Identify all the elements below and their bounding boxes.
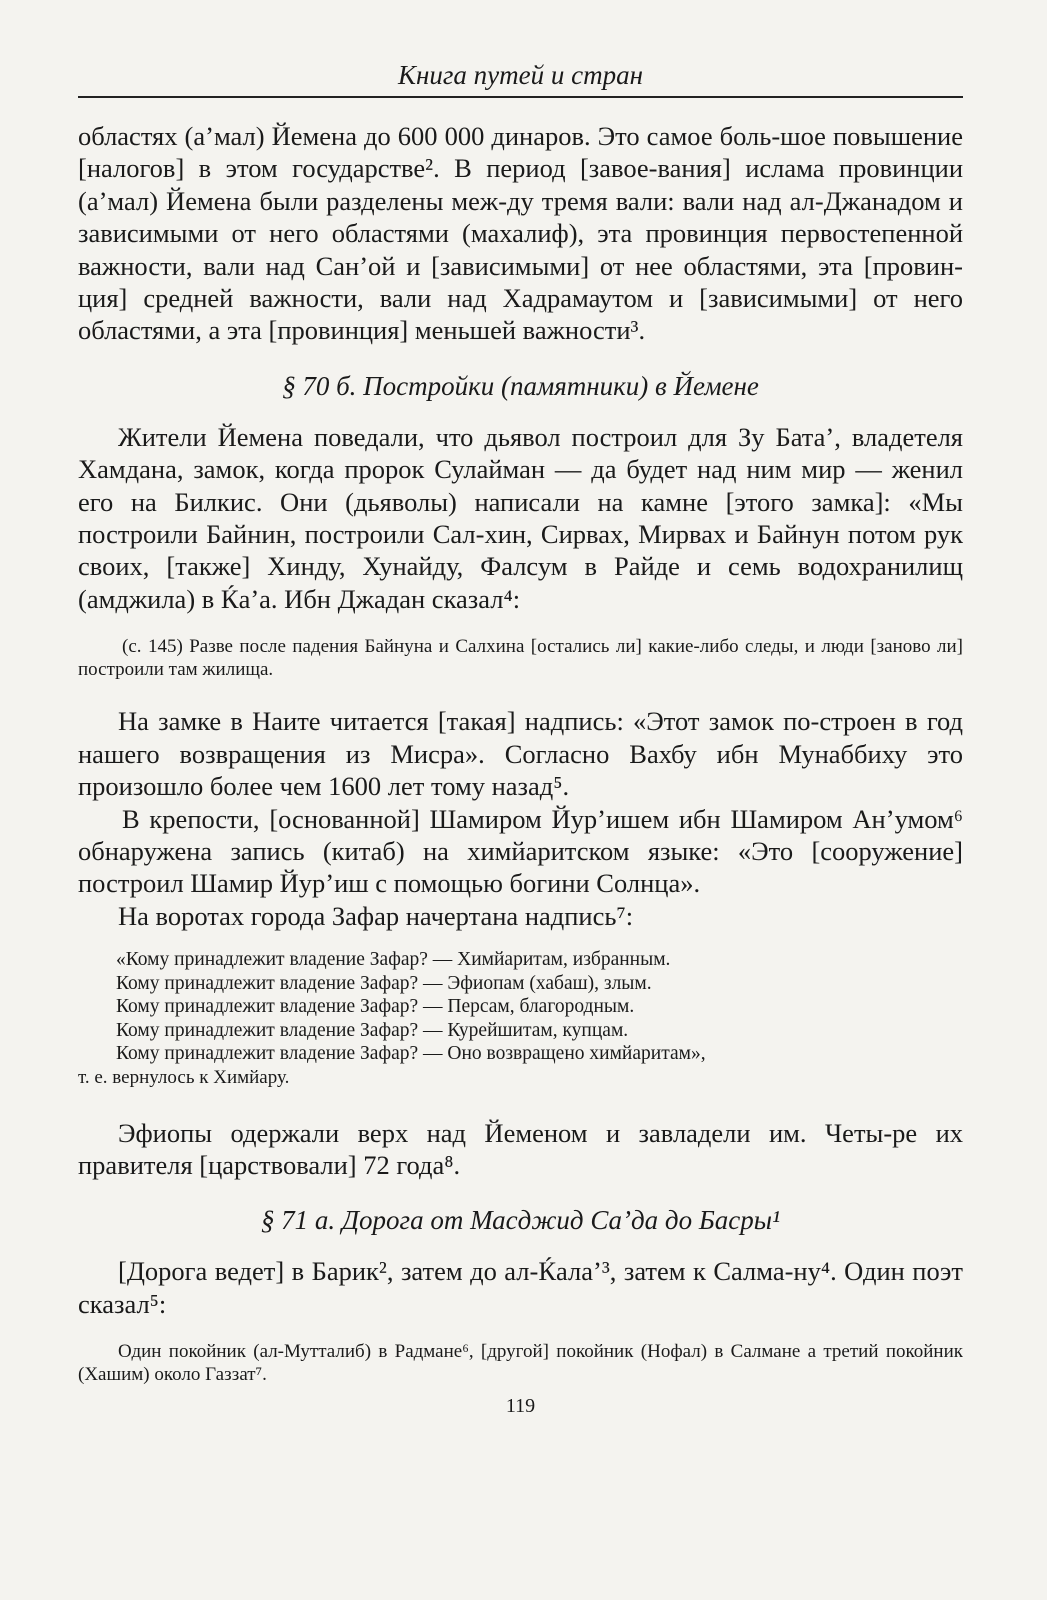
inscription-end: т. е. вернулось к Химйару. — [78, 1066, 290, 1088]
verse-bainun: (с. 145) Разве после падения Байнуна и Салхина [остались ли] какие-либо следы, и люди [заново ли] построили там жилища. — [78, 636, 963, 681]
paragraph-shamir-fortress: В крепости, [основанной] Шамиром Йур’ишем ибн Шамиром Ан’умом⁶ обнаружена запись (китаб) на химйаритском языке: «Это [сооружение] построил Шамир Йур’иш с помощью богини Солнца». — [78, 803, 963, 899]
inscription-line: Кому принадлежит владение Зафар? — Эфиопам (хабаш), злым. — [116, 972, 652, 994]
header-rule — [78, 96, 963, 98]
paragraph-devil-castle: Жители Йемена поведали, что дьявол построил для Зу Бата’, владетеля Хамдана, замок, когда пророк Сулайман — да будет над ним мир — женил его на Билкис. Они (дьяволы) написали на камне [этого замка]: «Мы построили Байнин, построили Сал-хин, Сирвах, Мирвах и Байнун потом рук своих, [также] Хинду, Хунайду, Фалсум в Райде и семь водохранилищ (амджила) в Ќа’а. Ибн Джадан сказал⁴: — [78, 421, 963, 614]
running-head: Книга путей и стран — [398, 60, 643, 90]
inscription-line: Кому принадлежит владение Зафар? — Оно возвращено химйаритам», — [116, 1043, 706, 1065]
page-number: 119 — [505, 1395, 536, 1418]
section-heading-71a: § 71 а. Дорога от Масджид Са’да до Басры¹ — [260, 1205, 781, 1236]
paragraph-nait-castle: На замке в Наите читается [такая] надпись: «Этот замок по-строен в год нашего возвращения из Мисра». Согласно Вахбу ибн Мунаббиху это произошло более чем 1600 лет тому назад⁵. — [78, 706, 963, 802]
paragraph-road-barik: [Дорога ведет] в Барик², затем до ал-Ќала’³, затем к Салма-ну⁴. Один поэт сказал⁵: — [78, 1256, 963, 1319]
inscription-line: Кому принадлежит владение Зафар? — Персам, благородным. — [116, 996, 635, 1018]
inscription-line: «Кому принадлежит владение Зафар? — Химйаритам, избранным. — [116, 949, 671, 971]
zafar-inscription — [78, 948, 963, 1089]
inscription-line: Кому принадлежит владение Зафар? — Курейшитам, купцам. — [116, 1019, 629, 1041]
paragraph-yemen-provinces: областях (а’мал) Йемена до 600 000 динаров. Это самое боль-шое повышение [налогов] в этом государстве². В период [завое-вания] ислама провинции (а’мал) Йемена были разделены меж-ду тремя вали: вали над ал-Джанадом и зависимыми от него областями (махалиф), эта провинция первостепенной важности, вали над Сан’ой и [зависимыми] от нее областями, эта [провин-ция] средней важности, вали над Хадрамаутом и [зависимыми] от него областями, а эта [провинция] меньшей важности³. — [78, 121, 963, 346]
paragraph-zafar-gate: На воротах города Зафар начертана надпись⁷: — [118, 900, 634, 931]
verse-three-dead: Один покойник (ал-Мутталиб) в Радмане⁶, [другой] покойник (Нофал) в Салмане а третий покойник (Хашим) около Газзат⁷. — [78, 1341, 963, 1386]
section-heading-70b: § 70 б. Постройки (памятники) в Йемене — [282, 370, 759, 401]
page-body — [78, 120, 963, 1418]
paragraph-ethiopians: Эфиопы одержали верх над Йеменом и завладели им. Четы-ре их правителя [царствовали] 72 года⁸. — [78, 1117, 963, 1181]
